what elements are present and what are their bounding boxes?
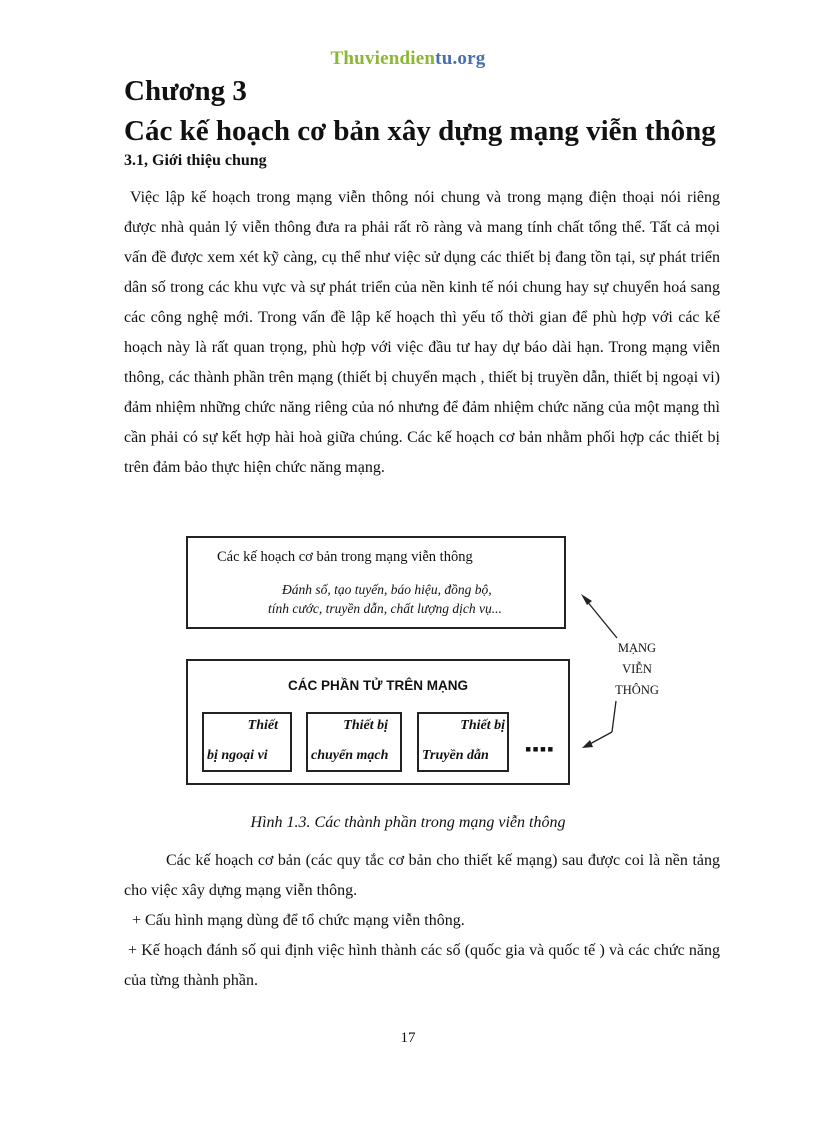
network-label-line3: THÔNG [615,683,659,697]
list-item-2: + Kế hoạch đánh số qui định việc hình thành các số (quốc gia và quốc tế ) và các chức năng của từng thành phần. [124,942,720,989]
page-number: 17 [400,1030,416,1046]
intro-paragraph: Việc lập kế hoạch trong mạng viễn thông nói chung và trong mạng điện thoại nói riêng được nhà quản lý viễn thông đưa ra phải rất rõ ràng và mang tính chất tổng thể. Tất cả mọi vấn đề được xem xét kỹ càng, cụ thể như việc sử dụng các thiết bị đang tồn tại, sự phát triển dân số trong các khu vực và sự phát triển của nền kinh tế nói chung hay sự chuyển hoá sang các công nghệ mới. Trong vấn đề lập kế hoạch thì yếu tố thời gian để phù hợp với các kế hoạch này là rất quan trọng, phù hợp với việc đầu tư hay dự báo dài hạn. Trong mạng viễn thông, các thành phần trên mạng (thiết bị chuyển mạch , thiết bị truyền dẫn, thiết bị ngoại vi) đảm nhiệm những chức năng riêng của nó nhưng để đảm nhiệm chức năng của một mạng thì cần phải có sự kết hợp hài hoà giữa chúng. Các kế hoạch cơ bản nhằm phối hợp các thiết bị trên đảm bảo thực hiện chức năng mạng. [124,189,720,476]
figure-arrows [172,525,672,797]
watermark-logo [0,48,816,70]
arrow-to-elements-head [582,740,593,748]
network-components-figure [172,525,672,797]
element-transmission-line2: Truyền dẫn [422,748,489,763]
arrow-to-elements [588,732,612,745]
watermark-part1: Thuviendien [330,48,436,69]
element-transmission-line1: Thiết bị [460,718,505,733]
element-peripheral-line2: bị ngoại vi [207,748,268,763]
network-label-line2: VIỄN [622,662,652,676]
element-switching-line2: chuyển mạch [311,748,389,763]
more-elements-ellipsis: ▪▪▪▪ [525,739,555,759]
after-figure-paragraph: Các kế hoạch cơ bản (các quy tắc cơ bản cho thiết kế mạng) sau được coi là nền tảng cho việc xây dựng mạng viễn thông. [124,852,720,899]
network-elements-title: CÁC PHẦN TỬ TRÊN MẠNG [288,678,468,693]
figure-caption: Hình 1.3. Các thành phần trong mạng viễn thông [250,814,566,831]
network-label-line1: MẠNG [617,641,657,655]
basic-plans-line2: tính cước, truyền dẫn, chất lượng dịch vụ... [268,601,502,616]
element-switching-line1: Thiết bị [343,718,388,733]
arrow-shaft-upper [612,701,616,732]
arrow-to-plans-head [581,594,592,605]
watermark-part2: tu.org [435,48,486,69]
chapter-number: Chương 3 [124,75,247,107]
arrow-to-plans [586,600,617,638]
basic-plans-title: Các kế hoạch cơ bản trong mạng viễn thông [217,549,473,565]
list-item-1: + Cấu hình mạng dùng để tổ chức mạng viễn thông. [132,912,465,929]
chapter-title: Các kế hoạch cơ bản xây dựng mạng viễn thông [124,115,716,147]
basic-plans-line1: Đánh số, tạo tuyến, báo hiệu, đồng bộ, [282,582,492,597]
element-peripheral-line1: Thiết [247,718,278,733]
section-heading: 3.1, Giới thiệu chung [124,152,267,169]
